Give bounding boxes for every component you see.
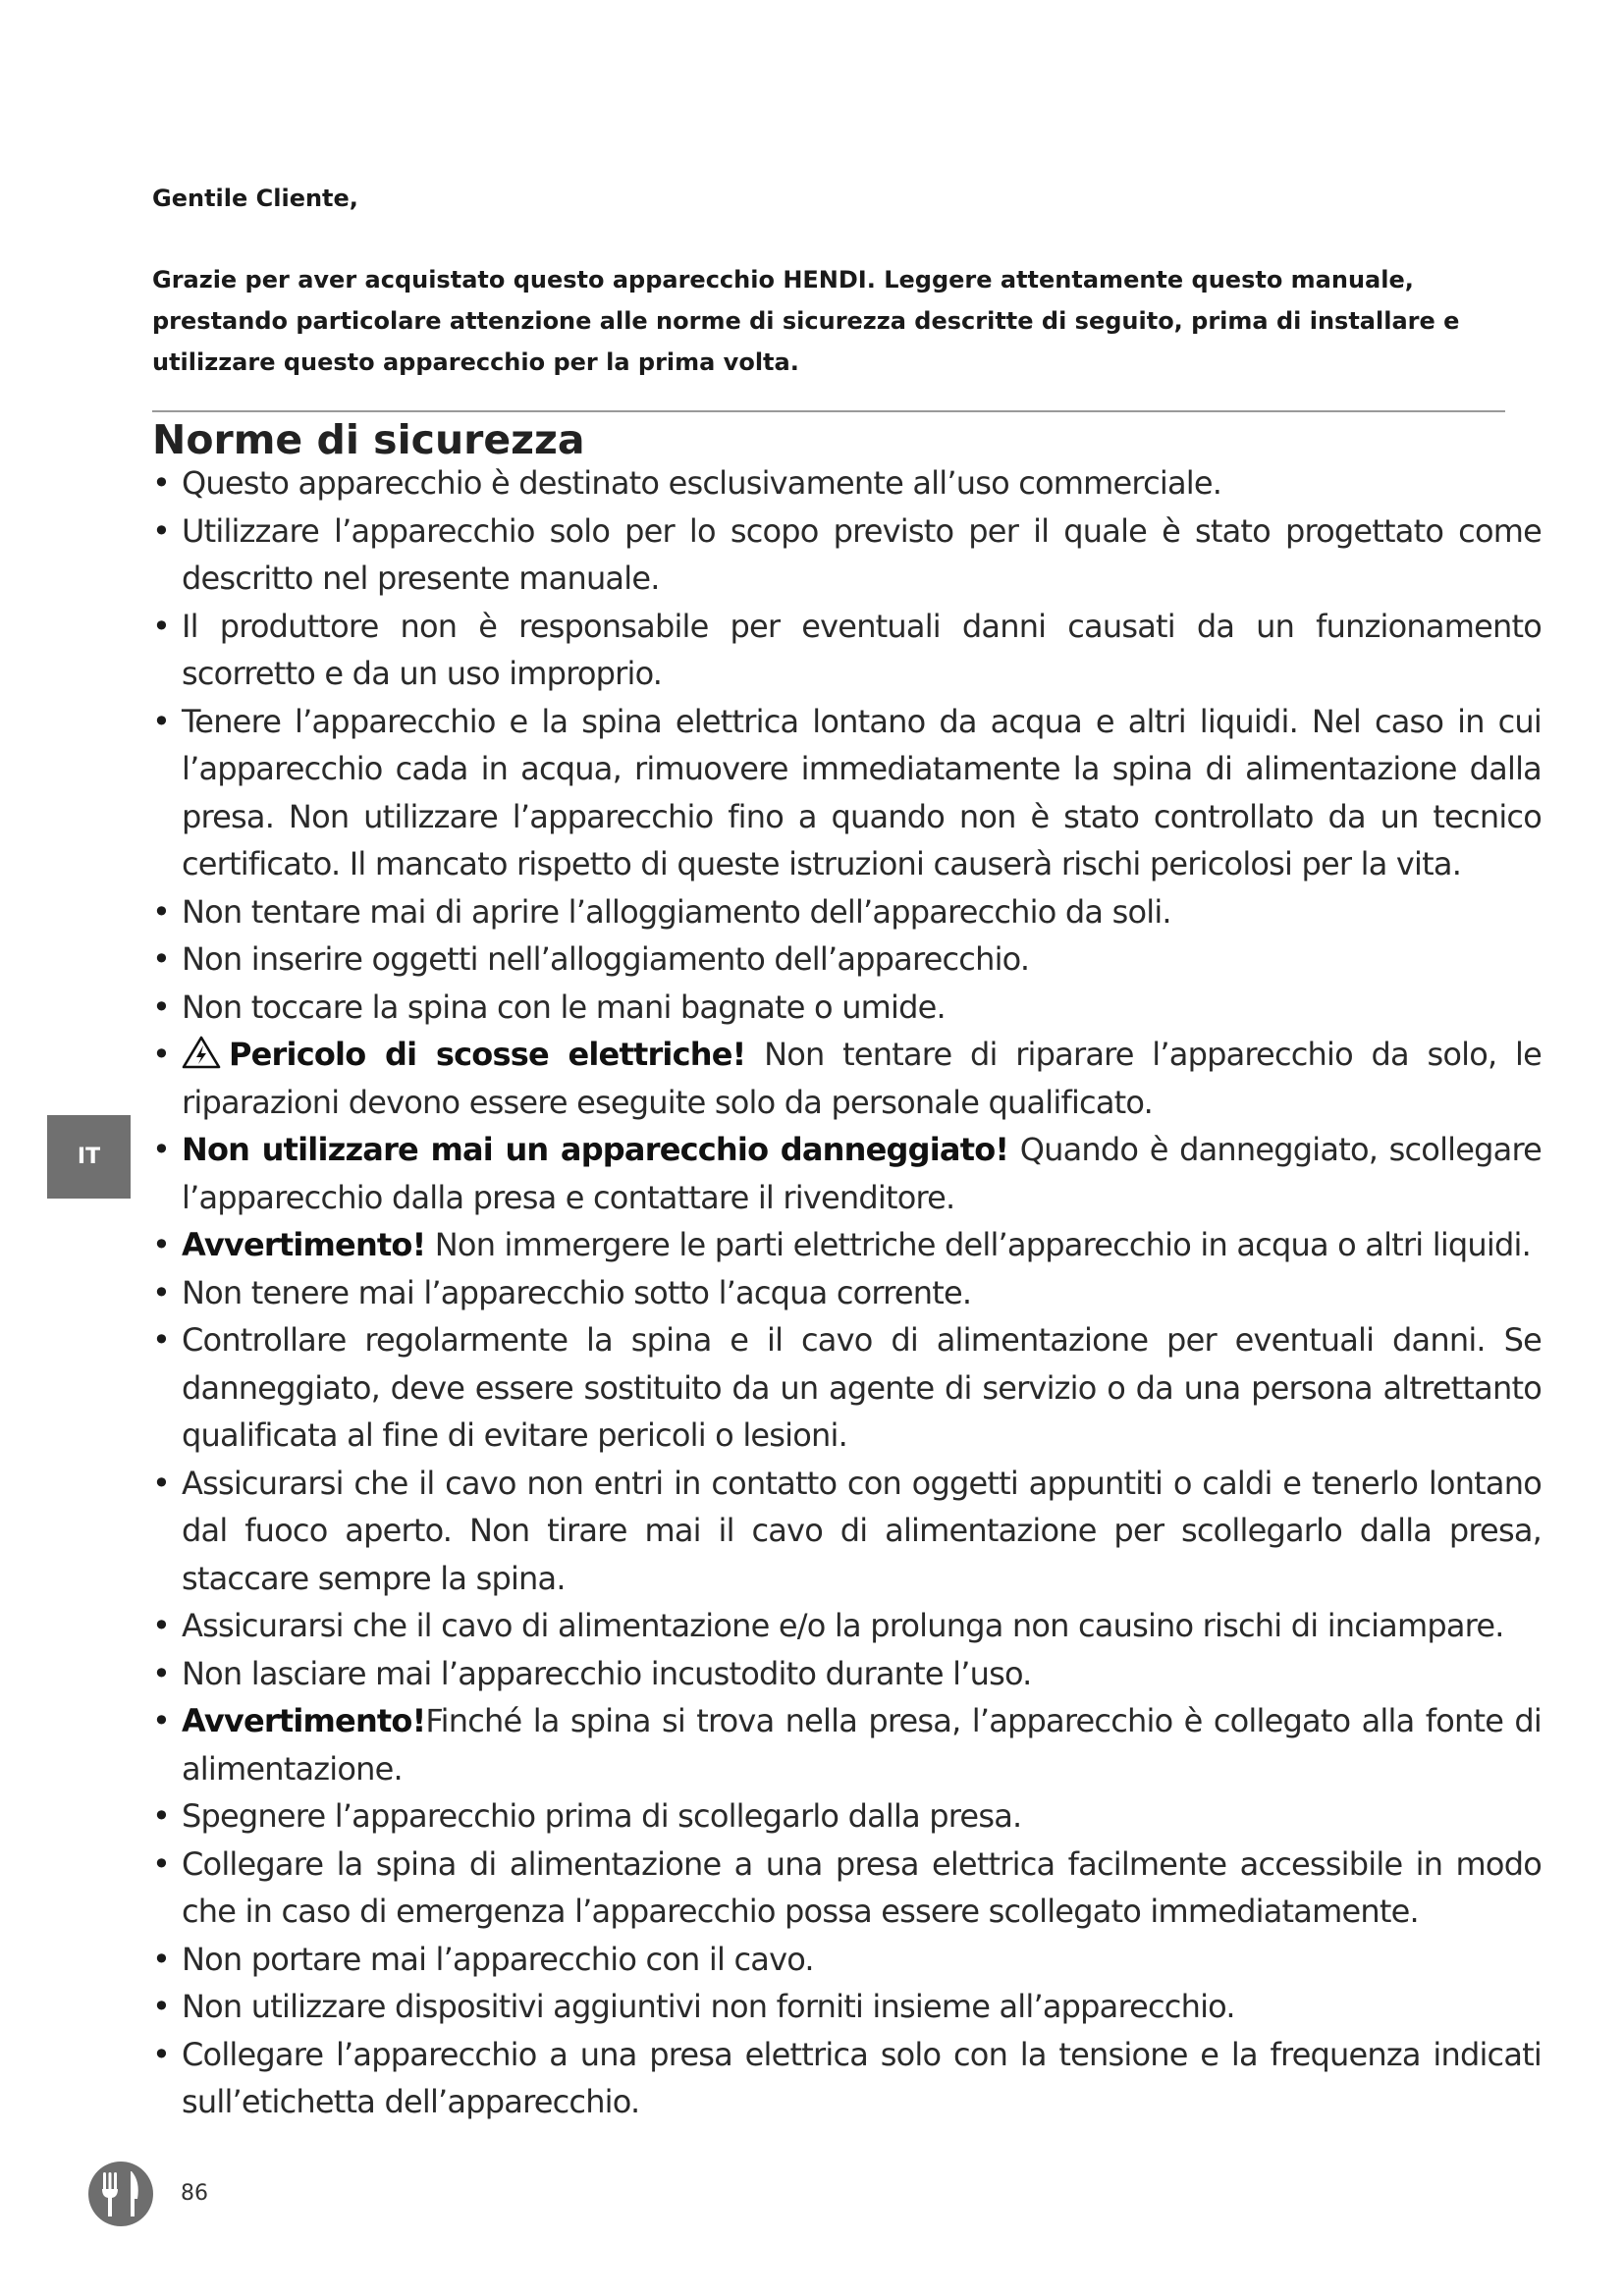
list-item: • Non inserire oggetti nell’alloggiamento dell’apparecchio. — [152, 935, 1542, 984]
list-item: • Avvertimento! Non immergere le parti elettriche dell’apparecchio in acqua o altri liquidi. — [152, 1221, 1542, 1269]
list-item: • Controllare regolarmente la spina e il cavo di alimentazione per eventuali danni. Se danneggiato, deve essere sostituito da un agente di servizio o da una persona altrettanto qualificata al fine di evitare pericoli o lesioni. — [152, 1316, 1542, 1460]
list-item: • Il produttore non è responsabile per eventuali danni causati da un funzionamento scorretto e da un uso improprio. — [152, 603, 1542, 698]
list-item: • Collegare l’apparecchio a una presa elettrica solo con la tensione e la frequenza indicati sull’etichetta dell’apparecchio. — [152, 2031, 1542, 2126]
list-item: • Non tentare mai di aprire l’alloggiamento dell’apparecchio da soli. — [152, 888, 1542, 936]
list-item: • Non lasciare mai l’apparecchio incustodito durante l’uso. — [152, 1650, 1542, 1698]
list-item: • Tenere l’apparecchio e la spina elettrica lontano da acqua e altri liquidi. Nel caso in cui l’apparecchio cada in acqua, rimuovere immediatamente la spina di alimentazione dalla presa. Non utilizzare l’apparecchio fino a quando non è stato controllato da un tecnico certificato. Il mancato rispetto di queste istruzioni causerà rischi pericolosi per la vita. — [152, 698, 1542, 888]
section-title: Norme di sicurezza — [152, 416, 585, 463]
intro-paragraph: Grazie per aver acquistato questo apparecchio HENDI. Leggere attentamente questo manuale, prestando particolare attenzione alle norme di sicurezza descritte di seguito, prima di installare e utilizzare questo apparecchio per la prima volta. — [152, 266, 1460, 376]
list-item: • Spegnere l’apparecchio prima di scollegarlo dalla presa. — [152, 1792, 1542, 1841]
language-tab: IT — [47, 1115, 131, 1199]
electric-hazard-icon — [182, 1036, 221, 1069]
list-item: • Non toccare la spina con le mani bagnate o umide. — [152, 984, 1542, 1032]
list-item: • Non tenere mai l’apparecchio sotto l’acqua corrente. — [152, 1269, 1542, 1317]
safety-rules-list — [152, 459, 1542, 2126]
list-item: • Utilizzare l’apparecchio solo per lo scopo previsto per il quale è stato progettato come descritto nel presente manuale. — [152, 507, 1542, 603]
list-item: • Collegare la spina di alimentazione a una presa elettrica facilmente accessibile in modo che in caso di emergenza l’apparecchio possa essere scollegato immediatamente. — [152, 1841, 1542, 1936]
list-item: • Assicurarsi che il cavo non entri in contatto con oggetti appuntiti o caldi e tenerlo lontano dal fuoco aperto. Non tirare mai il cavo di alimentazione per scollegarlo dalla presa, staccare sempre la spina. — [152, 1460, 1542, 1603]
cutlery-logo-icon — [86, 2160, 155, 2228]
list-item: • Non utilizzare mai un apparecchio danneggiato! Quando è danneggiato, scollegare l’apparecchio dalla presa e contattare il rivenditore. — [152, 1126, 1542, 1221]
page-number: 86 — [181, 2181, 208, 2206]
list-item: • Assicurarsi che il cavo di alimentazione e/o la prolunga non causino rischi di inciampare. — [152, 1602, 1542, 1650]
list-item: • Pericolo di scosse elettriche! Non tentare di riparare l’apparecchio da solo, le riparazioni devono essere eseguite solo da personale qualificato. — [152, 1031, 1542, 1126]
list-item: • Non portare mai l’apparecchio con il cavo. — [152, 1936, 1542, 1984]
list-item: • Avvertimento!Finché la spina si trova nella presa, l’apparecchio è collegato alla fonte di alimentazione. — [152, 1697, 1542, 1792]
list-item: • Non utilizzare dispositivi aggiuntivi non forniti insieme all’apparecchio. — [152, 1983, 1542, 2031]
greeting: Gentile Cliente, — [152, 185, 358, 212]
list-item: • Questo apparecchio è destinato esclusivamente all’uso commerciale. — [152, 459, 1542, 507]
